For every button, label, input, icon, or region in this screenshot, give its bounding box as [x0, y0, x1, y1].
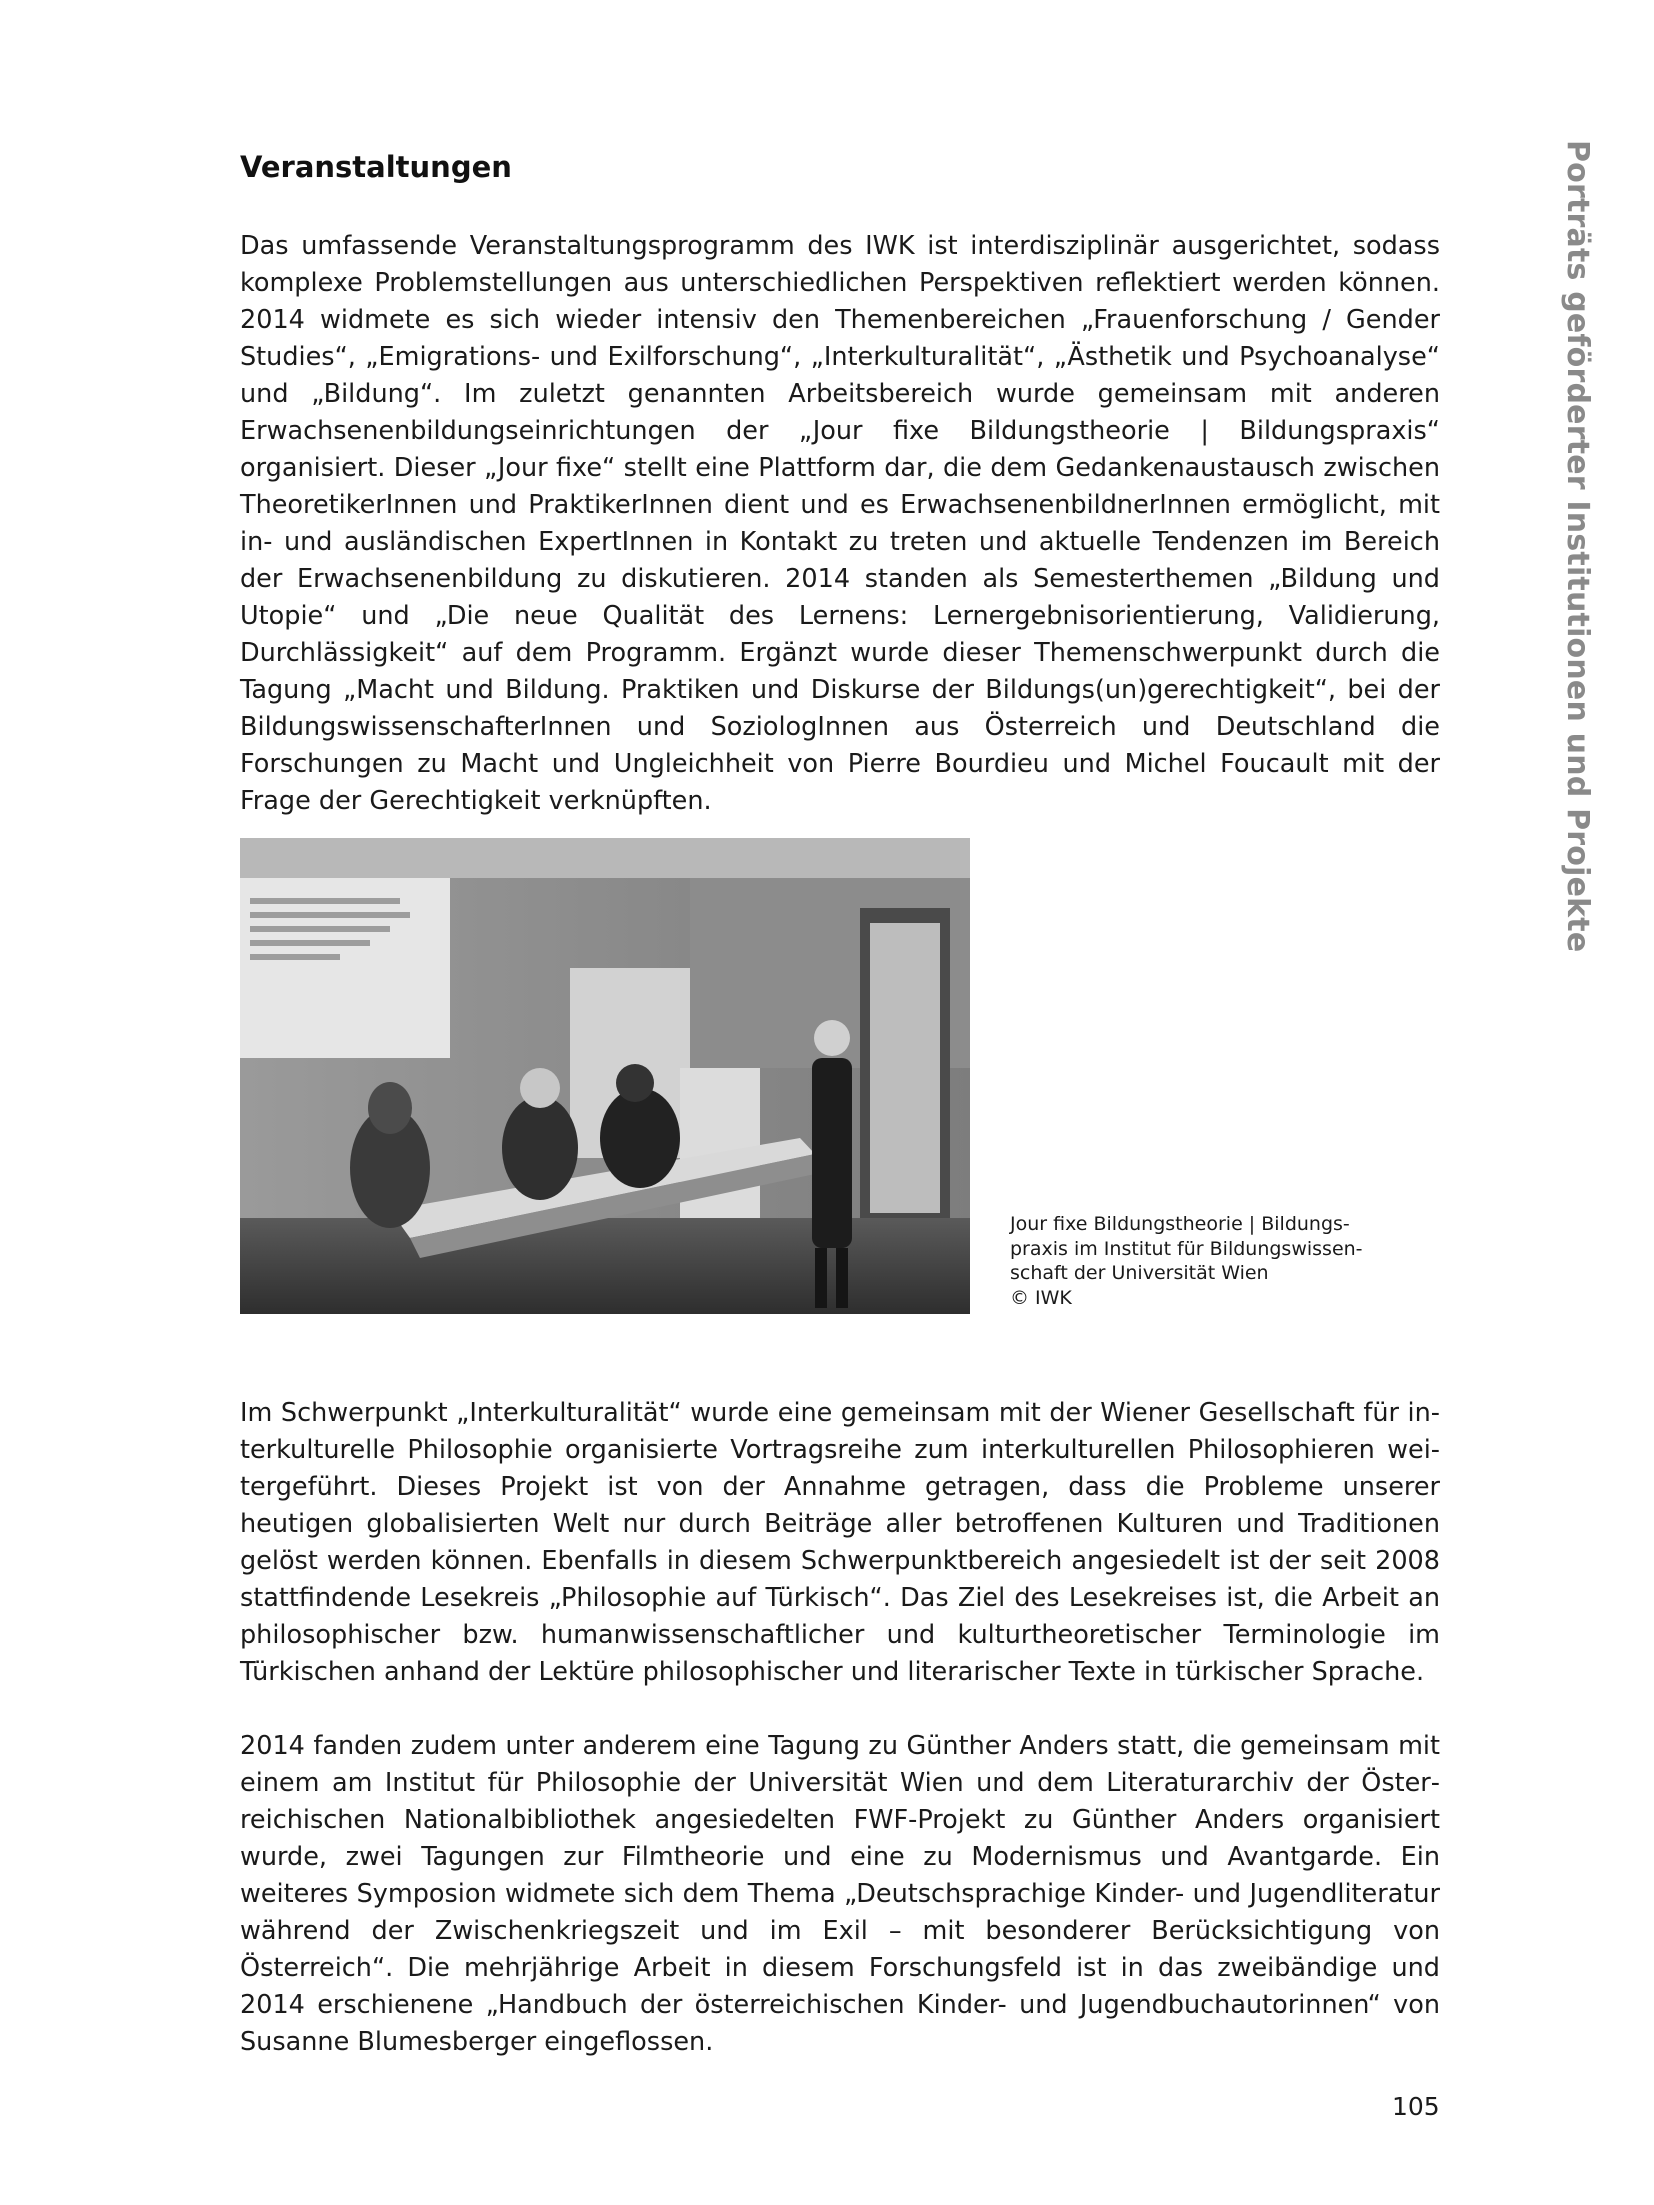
caption-line: schaft der Universität Wien: [1010, 1262, 1269, 1284]
caption-line: praxis im Institut für Bildungswissen-: [1010, 1237, 1363, 1260]
paragraph-interculturality: Im Schwerpunkt „Interkulturalität“ wurde eine gemeinsam mit der Wiener Gesellschaft für interkulturelle Philosophie organisierte Vortragsreihe zum interkulturellen Philosophieren weitergeführt. Dieses Projekt ist von der Annahme getragen, dass die Probleme unserer heutigen globalisierten Welt nur durch Beiträge aller betroffenen Kulturen und Traditionen gelöst werden können. Ebenfalls in diesem Schwerpunktbereich angesiedelt ist der seit 2008 stattfindende Lesekreis „Philosophie auf Türkisch“. Das Ziel des Lesekreises ist, die Arbeit an philosophischer bzw. humanwissenschaftlicher und kulturtheoretischer Terminologie im Türkischen anhand der Lektüre philosophischer und literarischer Texte in türkischer Sprache.: [240, 1398, 1440, 1687]
paragraph-intro: Das umfassende Veranstaltungsprogramm des IWK ist interdisziplinär ausgerichtet, sodass komplexe Problemstellungen aus unterschiedlichen Perspektiven reflektiert werden können. 2014 widmete es sich wieder intensiv den Themenbereichen „Frauenforschung / Gender Studies“, „Emigrations- und Exilforschung“, „Interkulturalität“, „Ästhetik und Psychoanalyse“ und „Bildung“. Im zuletzt genannten Arbeitsbereich wurde gemeinsam mit anderen Erwachsenenbildungseinrichtungen der „Jour fixe Bildungstheorie | Bildungspraxis“ organisiert. Dieser „Jour fixe“ stellt eine Plattform dar, die dem Gedankenaustausch zwischen TheoretikerInnen und PraktikerInnen dient und es ErwachsenenbildnerInnen ermöglicht, mit in- und ausländischen ExpertInnen in Kontakt zu treten und aktuelle Tendenzen im Bereich der Erwachsenenbildung zu diskutieren. 2014 standen als Semesterthemen „Bildung und Utopie“ und „Die neue Qualität des Lernens: Lernergebnisorientierung, Validierung, Durchlässigkeit“ auf dem Programm. Ergänzt wurde dieser Themenschwerpunkt durch die Tagung „Macht und Bildung. Praktiken und Diskurse der Bildungs(un)gerechtigkeit“, bei der BildungswissenschafterInnen und SoziologInnen aus Österreich und Deutschland die Forschungen zu Macht und Ungleichheit von Pierre Bourdieu und Michel Foucault mit der Frage der Gerechtigkeit verknüpften.: [240, 231, 1440, 816]
event-photo: [240, 838, 970, 1314]
page-number: 105: [1392, 2092, 1440, 2121]
section-heading: Veranstaltungen: [240, 150, 512, 184]
running-side-title: Porträts geförderter Institutionen und Projekte: [1560, 140, 1595, 953]
caption-credit: © IWK: [1010, 1286, 1072, 1309]
photo-caption: [1010, 1212, 1430, 1310]
paragraph-conferences: 2014 fanden zudem unter anderem eine Tagung zu Günther Anders statt, die gemeinsam mit einem am Institut für Philosophie der Universität Wien und dem Literaturarchiv der Österreichischen Nationalbibliothek angesiedelten FWF-Projekt zu Günther Anders organisiert wurde, zwei Tagungen zur Filmtheorie und eine zu Modernismus und Avantgarde. Ein weiteres Symposion widmete sich dem Thema „Deutschsprachige Kinder- und Jugendliteratur während der Zwischenkriegszeit und im Exil – mit besonderer Berücksichtigung von Österreich“. Die mehrjährige Arbeit in diesem Forschungsfeld ist in das zweibändige und 2014 erschienene „Handbuch der österreichischen Kinder- und Jugendbuchautorinnen“ von Susanne Blumesberger eingeflossen.: [240, 1731, 1440, 2057]
caption-line: Jour fixe Bildungstheorie | Bildungs-: [1010, 1213, 1350, 1235]
